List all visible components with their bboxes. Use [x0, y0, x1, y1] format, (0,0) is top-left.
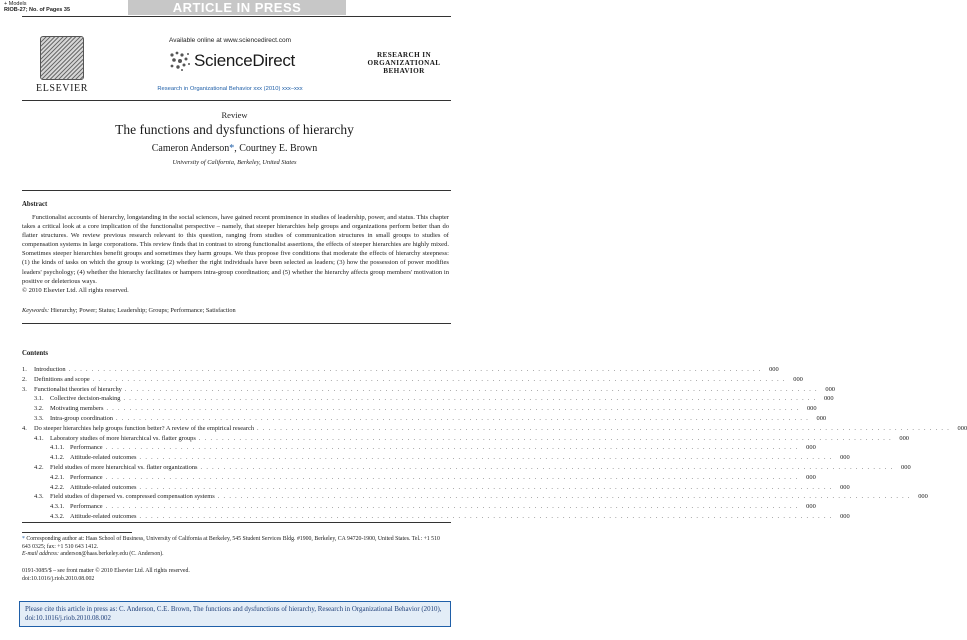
toc-leader-dots: . . . . . . . . . . . . . . . . . . . . . . . . . . . . . . . . . . . . . . . . . . . . . . . . . . . . . . . . . . . . . . . . . . . . . . . . . . . . . . . . . . . . . . . . . . . . . . . . . . . . . . . . . . . . . . . . . . . . . . . . — [68, 367, 762, 373]
available-online[interactable]: Available online at www.sciencedirect.com — [169, 37, 291, 44]
affiliation: University of California, Berkeley, United States — [172, 159, 297, 166]
elsevier-wordmark: ELSEVIER — [35, 83, 89, 94]
toc-page-number: 000 — [840, 454, 850, 462]
toc-label: Performance — [70, 473, 103, 481]
elsevier-tree-icon — [40, 36, 84, 80]
toc-page-number: 000 — [816, 414, 827, 422]
toc-page-number: 000 — [806, 503, 816, 511]
toc-leader-dots: . . . . . . . . . . . . . . . . . . . . . . . . . . . . . . . . . . . . . . . . . . . . . . . . . . . . . . . . . . . . . . . . . . . . . . . . . . . . . . . . . . . . . . . . . . . . . . . . . . . . . . . . . . . . . . . . . . . . . . . . — [105, 504, 799, 511]
toc-label: Functionalist theories of hierarchy — [34, 385, 122, 393]
toc-label: Do steeper hierarchies help groups function better? A review of the empirical research — [34, 424, 255, 432]
abstract-copyright: © 2010 Elsevier Ltd. All rights reserved. — [22, 286, 129, 294]
journal-logo-line: ORGANIZATIONAL — [367, 59, 441, 68]
toc-page-number: 000 — [840, 483, 850, 491]
toc-label: Motivating members — [50, 405, 104, 413]
toc-entry[interactable] — [22, 434, 909, 445]
toc-page-number: 000 — [806, 405, 817, 413]
article-type: Review — [221, 110, 248, 120]
article-in-press-banner: ARTICLE IN PRESS — [128, 0, 346, 15]
toc-label: Field studies of more hierarchical vs. flatter organizations — [50, 463, 198, 471]
journal-logo — [360, 51, 448, 76]
toc-leader-dots: . . . . . . . . . . . . . . . . . . . . . . . . . . . . . . . . . . . . . . . . . . . . . . . . . . . . . . . . . . . . . . . . . . . . . . . . . . . . . . . . . . . . . . . . . . . . . . . . . . . . . . . . . . . . . . . . . . . . . . . . — [105, 445, 799, 452]
toc-label: Performance — [70, 503, 103, 511]
toc-number: 4.1. — [34, 434, 44, 442]
toc-entry[interactable] — [22, 414, 827, 425]
toc-label: Performance — [70, 444, 103, 452]
abstract-body — [22, 213, 449, 295]
proof-ref: RIOB-27; No. of Pages 35 — [4, 7, 71, 13]
abstract-rule — [22, 323, 451, 324]
toc-leader-dots: . . . . . . . . . . . . . . . . . . . . . . . . . . . . . . . . . . . . . . . . . . . . . . . . . . . . . . . . . . . . . . . . . . . . . . . . . . . . . . . . . . . . . . . . . . . . . . . . . . . . . . . . . . . . . . . . . . . . . . . . — [139, 455, 833, 462]
toc-page-number: 000 — [793, 375, 803, 383]
toc-leader-dots: . . . . . . . . . . . . . . . . . . . . . . . . . . . . . . . . . . . . . . . . . . . . . . . . . . . . . . . . . . . . . . . . . . . . . . . . . . . . . . . . . . . . . . . . . . . . . . . . . . . . . . . . . . . . . . . . . . . . . . . . — [200, 464, 894, 471]
toc-number: 4.2. — [34, 463, 44, 471]
author-name: , Courtney E. Brown — [234, 143, 318, 154]
toc-number: 4.3.2. — [50, 512, 65, 520]
sciencedirect-dots-icon — [168, 50, 192, 72]
header-rule — [22, 16, 451, 17]
contents-rule — [22, 522, 451, 523]
toc-label: Attitude-related outcomes — [70, 454, 137, 462]
journal-citation-line[interactable]: Research in Organizational Behavior xxx (2010) xxx–xxx — [157, 86, 303, 92]
doi-line[interactable]: doi:10.1016/j.riob.2010.08.002 — [22, 575, 95, 582]
toc-label: Introduction — [34, 366, 66, 373]
toc-leader-dots: . . . . . . . . . . . . . . . . . . . . . . . . . . . . . . . . . . . . . . . . . . . . . . . . . . . . . . . . . . . . . . . . . . . . . . . . . . . . . . . . . . . . . . . . . . . . . . . . . . . . . . . . . . . . . . . . . . . . . . . . — [257, 425, 951, 432]
toc-leader-dots: . . . . . . . . . . . . . . . . . . . . . . . . . . . . . . . . . . . . . . . . . . . . . . . . . . . . . . . . . . . . . . . . . . . . . . . . . . . . . . . . . . . . . . . . . . . . . . . . . . . . . . . . . . . . . . . . . . . . . . . . — [198, 435, 892, 442]
toc-number: 4.2.2. — [50, 483, 65, 491]
toc-entry[interactable] — [22, 424, 967, 435]
toc-entry[interactable] — [22, 463, 911, 474]
toc-page-number: 000 — [806, 473, 816, 481]
table-of-contents — [22, 366, 967, 523]
elsevier-logo — [32, 36, 92, 94]
toc-leader-dots: . . . . . . . . . . . . . . . . . . . . . . . . . . . . . . . . . . . . . . . . . . . . . . . . . . . . . . . . . . . . . . . . . . . . . . . . . . . . . . . . . . . . . . . . . . . . . . . . . . . . . . . . . . . . . . . . . . . . . . . . — [217, 494, 911, 501]
contents-heading: Contents — [22, 350, 49, 357]
footnote — [22, 536, 449, 559]
masthead-rule — [22, 100, 451, 101]
toc-entry[interactable] — [22, 375, 803, 386]
toc-number: 4.2.1. — [50, 473, 65, 481]
toc-label: Definitions and scope — [34, 375, 90, 383]
toc-label: Laboratory studies of more hierarchical vs. flatter groups — [50, 434, 196, 442]
toc-number: 4. — [22, 424, 27, 432]
proof-models: + Models — [4, 1, 27, 7]
abstract-text: Functionalist accounts of hierarchy, longstanding in the social sciences, have gained recent prominence in studies of leadership, power, and status. This chapter takes a critical look at a core implication of the functionalist perspective – namely, that steeper hierarchies help groups and organizations perform better than do flatter structures. We review previous research relevant to this question, ranging from studies of communication structures in small groups to studies of compensation systems in large corporations. This review finds that in contrast to strong functionalist assertions, the effects of steeper hierarchies are highly mixed. Sometimes steeper hierarchies benefit groups and sometimes they harm groups. We thus propose five conditions that moderate the effects of hierarchy steepness: (1) the kinds of tasks on which the group is working; (2) whether the right individuals have been selected as leaders; (3) how the possession of power modifies leaders' psychology; (4) whether the hierarchy facilitates or hampers intra-group coordination; and (5) whether the hierarchy affects group members' motivation in positive or deleterious ways. — [22, 214, 449, 285]
toc-entry[interactable] — [22, 444, 816, 454]
toc-entry[interactable] — [22, 366, 779, 376]
toc-page-number: 000 — [825, 385, 835, 393]
sciencedirect-wordmark: ScienceDirect — [194, 51, 295, 70]
toc-number: 4.1.2. — [50, 454, 65, 462]
toc-page-number: 000 — [769, 366, 779, 373]
toc-entry[interactable] — [22, 395, 834, 405]
toc-leader-dots: . . . . . . . . . . . . . . . . . . . . . . . . . . . . . . . . . . . . . . . . . . . . . . . . . . . . . . . . . . . . . . . . . . . . . . . . . . . . . . . . . . . . . . . . . . . . . . . . . . . . . . . . . . . . . . . . . . . . . . . . — [139, 513, 833, 520]
issn-block — [22, 568, 190, 583]
toc-number: 1. — [22, 366, 27, 373]
author-name: Cameron Anderson — [151, 143, 230, 154]
toc-leader-dots: . . . . . . . . . . . . . . . . . . . . . . . . . . . . . . . . . . . . . . . . . . . . . . . . . . . . . . . . . . . . . . . . . . . . . . . . . . . . . . . . . . . . . . . . . . . . . . . . . . . . . . . . . . . . . . . . . . . . . . . . — [124, 386, 818, 393]
toc-label: Intra-group coordination — [50, 414, 113, 422]
sciencedirect-logo[interactable] — [168, 50, 298, 72]
title-rule — [22, 190, 451, 191]
toc-label: Collective decision-making — [50, 395, 121, 403]
email-label: E-mail address: — [22, 551, 59, 558]
toc-leader-dots: . . . . . . . . . . . . . . . . . . . . . . . . . . . . . . . . . . . . . . . . . . . . . . . . . . . . . . . . . . . . . . . . . . . . . . . . . . . . . . . . . . . . . . . . . . . . . . . . . . . . . . . . . . . . . . . . . . . . . . . . — [123, 396, 817, 403]
toc-label: Attitude-related outcomes — [70, 483, 137, 491]
footnote-mark: * — [22, 536, 25, 542]
toc-number: 3. — [22, 385, 27, 393]
toc-label: Attitude-related outcomes — [70, 512, 137, 520]
email-address[interactable]: anderson@haas.berkeley.edu (C. Anderson). — [58, 551, 164, 558]
toc-leader-dots: . . . . . . . . . . . . . . . . . . . . . . . . . . . . . . . . . . . . . . . . . . . . . . . . . . . . . . . . . . . . . . . . . . . . . . . . . . . . . . . . . . . . . . . . . . . . . . . . . . . . . . . . . . . . . . . . . . . . . . . . — [116, 415, 810, 422]
footnote-rule — [22, 532, 132, 533]
toc-leader-dots: . . . . . . . . . . . . . . . . . . . . . . . . . . . . . . . . . . . . . . . . . . . . . . . . . . . . . . . . . . . . . . . . . . . . . . . . . . . . . . . . . . . . . . . . . . . . . . . . . . . . . . . . . . . . . . . . . . . . . . . . — [92, 376, 786, 383]
citation-box: Please cite this article in press as: C. Anderson, C.E. Brown, The functions and dysfunctions of hierarchy, Research in Organizational Behavior (2010), doi:10.1016/j.riob.2010.08.002 — [19, 601, 451, 627]
journal-logo-line: RESEARCH IN — [376, 51, 432, 59]
toc-page-number: 000 — [806, 444, 816, 452]
toc-number: 2. — [22, 375, 27, 383]
abstract-heading: Abstract — [22, 201, 48, 208]
corresponding-author-mark[interactable]: * — [229, 143, 235, 154]
toc-entry[interactable] — [22, 405, 817, 415]
keywords-label: Keywords: — [22, 307, 50, 314]
toc-number: 4.3.1. — [50, 503, 65, 511]
toc-page-number: 000 — [918, 493, 928, 501]
toc-number: 4.1.1. — [50, 444, 65, 452]
authors — [0, 143, 469, 154]
toc-page-number: 000 — [901, 463, 911, 471]
toc-leader-dots: . . . . . . . . . . . . . . . . . . . . . . . . . . . . . . . . . . . . . . . . . . . . . . . . . . . . . . . . . . . . . . . . . . . . . . . . . . . . . . . . . . . . . . . . . . . . . . . . . . . . . . . . . . . . . . . . . . . . . . . . — [139, 484, 833, 491]
toc-leader-dots: . . . . . . . . . . . . . . . . . . . . . . . . . . . . . . . . . . . . . . . . . . . . . . . . . . . . . . . . . . . . . . . . . . . . . . . . . . . . . . . . . . . . . . . . . . . . . . . . . . . . . . . . . . . . . . . . . . . . . . . . — [106, 406, 800, 413]
toc-leader-dots: . . . . . . . . . . . . . . . . . . . . . . . . . . . . . . . . . . . . . . . . . . . . . . . . . . . . . . . . . . . . . . . . . . . . . . . . . . . . . . . . . . . . . . . . . . . . . . . . . . . . . . . . . . . . . . . . . . . . . . . . — [105, 474, 799, 481]
toc-label: Field studies of dispersed vs. compressed compensation systems — [50, 493, 215, 501]
toc-number: 3.3. — [34, 414, 44, 422]
toc-entry[interactable] — [22, 503, 816, 513]
toc-entry[interactable] — [22, 473, 816, 484]
toc-number: 3.1. — [34, 395, 44, 403]
article-title: The functions and dysfunctions of hierarchy — [115, 122, 354, 137]
toc-page-number: 000 — [899, 434, 909, 442]
proof-header — [4, 1, 70, 13]
footnote-text: Corresponding author at: Haas School of Business, University of California at Berkeley, 545 Student Services Bldg. #1900, Berkeley, CA 94720-1900, United States. Tel.: +1 510 643 0325; fax: +1 510 643 1412. — [22, 536, 440, 550]
toc-entry[interactable] — [22, 493, 928, 503]
toc-page-number: 000 — [823, 395, 834, 403]
keywords — [22, 307, 449, 314]
toc-page-number: 000 — [840, 512, 850, 520]
toc-entry[interactable] — [22, 483, 850, 494]
toc-page-number: 000 — [957, 424, 967, 432]
toc-entry[interactable] — [22, 454, 850, 464]
issn-line: 0191-3085/$ – see front matter © 2010 Elsevier Ltd. All rights reserved. — [22, 568, 190, 574]
journal-logo-line: BEHAVIOR — [383, 67, 425, 76]
toc-entry[interactable] — [22, 385, 835, 396]
keywords-list: Hierarchy; Power; Status; Leadership; Groups; Performance; Satisfaction — [49, 307, 236, 314]
toc-number: 4.3. — [34, 493, 44, 501]
toc-number: 3.2. — [34, 405, 44, 413]
